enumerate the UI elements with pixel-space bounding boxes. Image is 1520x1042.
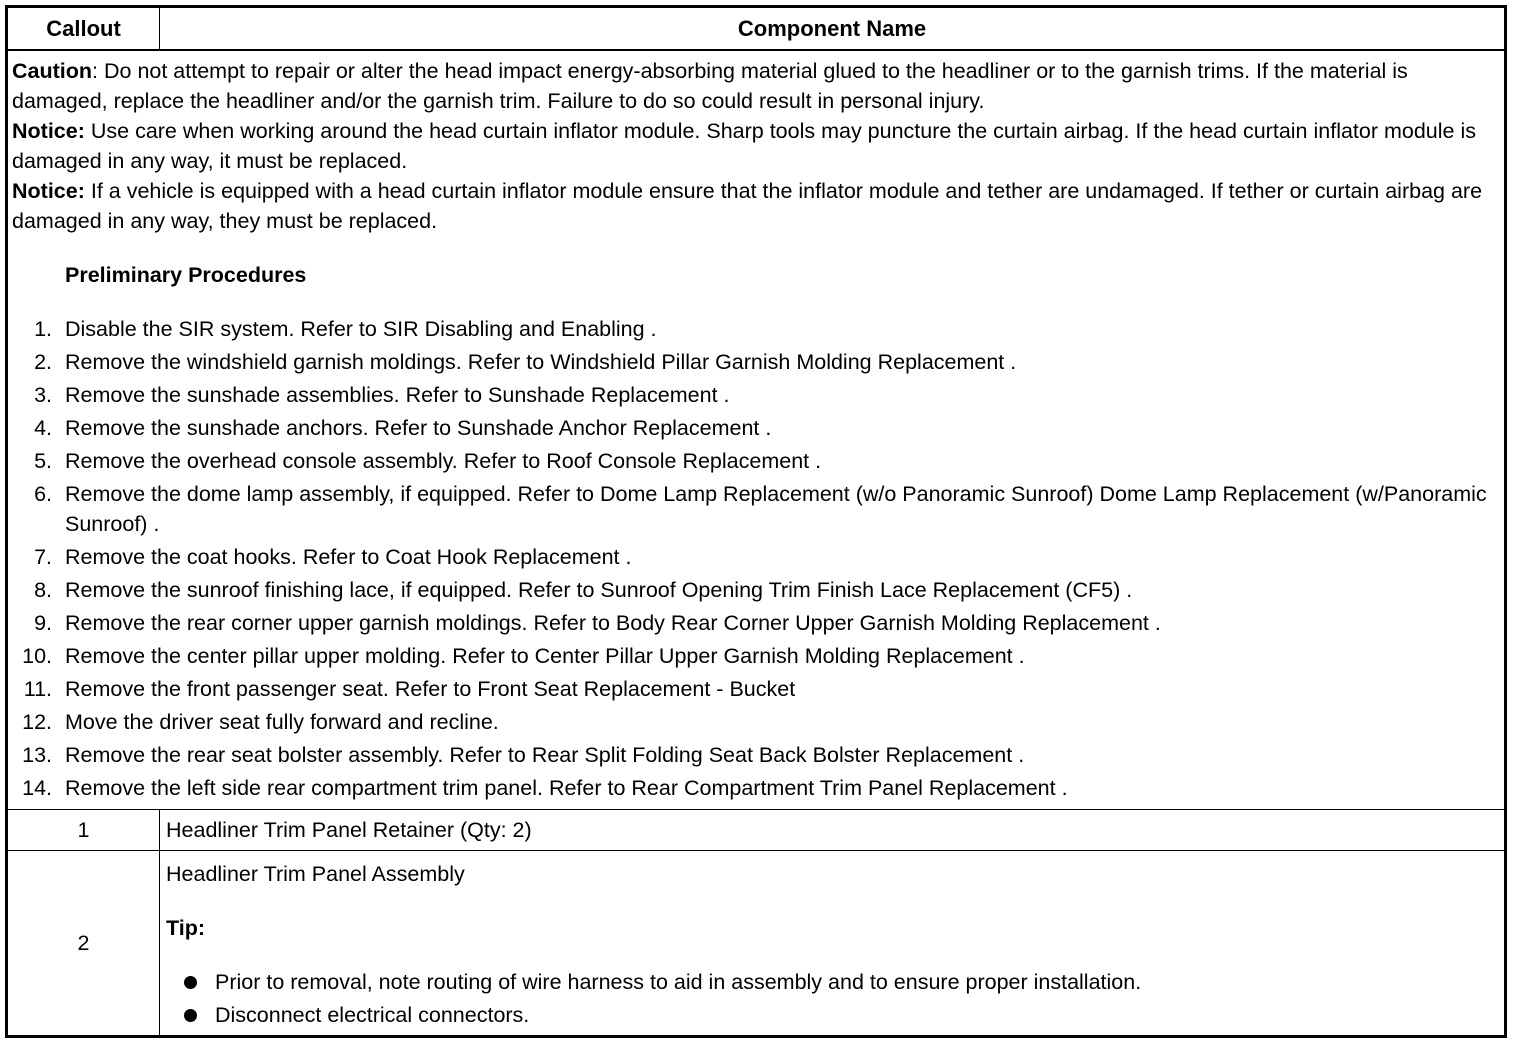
note-text: Do not attempt to repair or alter the head impact energy-absorbing material glued to the headliner or to the garnish trims. If the material is damaged, replace the headliner and/or the garnish trim. Failure to do so could result in personal injury. [12, 59, 1408, 113]
step-text: Remove the center pillar upper molding. Refer to Center Pillar Upper Garnish Molding Replacement . [65, 644, 1025, 668]
tip-item [166, 1000, 1504, 1030]
note-separator: : [92, 59, 104, 83]
step-number: 12. [22, 710, 52, 734]
notice-note [12, 116, 1500, 176]
note-text: If a vehicle is equipped with a head curtain inflator module ensure that the inflator module and tether are undamaged. If tether or curtain airbag are damaged in any way, they must be replaced. [12, 179, 1483, 233]
step-text: Remove the rear corner upper garnish moldings. Refer to Body Rear Corner Upper Garnish Molding Replacement . [65, 611, 1161, 635]
procedure-step [12, 446, 1500, 476]
step-text: Remove the left side rear compartment trim panel. Refer to Rear Compartment Trim Panel Replacement . [65, 776, 1068, 800]
step-number: 8. [34, 578, 52, 602]
notes-cell [7, 50, 1506, 810]
table-header-row [7, 7, 1506, 51]
step-number: 13. [22, 743, 52, 767]
step-number: 11. [23, 677, 52, 701]
procedure-step [12, 413, 1500, 443]
step-number: 4. [34, 416, 52, 440]
preliminary-procedures-heading: Preliminary Procedures [65, 263, 307, 287]
header-component-name: Component Name [160, 7, 1506, 51]
tip-list [166, 967, 1504, 1030]
step-text: Remove the dome lamp assembly, if equipped. Refer to Dome Lamp Replacement (w/o Panoramic Sunroof) Dome Lamp Replacement (w/Panoramic Sunroof) . [65, 482, 1487, 536]
preliminary-steps-list [12, 314, 1500, 803]
procedure-step [12, 347, 1500, 377]
step-text: Remove the rear seat bolster assembly. Refer to Rear Split Folding Seat Back Bolster Replacement . [65, 743, 1025, 767]
note-label: Notice: [12, 179, 85, 203]
note-text: Use care when working around the head curtain inflator module. Sharp tools may puncture the curtain airbag. If the head curtain inflator module is damaged in any way, it must be replaced. [12, 119, 1477, 173]
step-text: Move the driver seat fully forward and recline. [65, 710, 499, 734]
callout-number: 1 [7, 810, 160, 851]
table-row [7, 851, 1506, 1037]
procedure-step [12, 479, 1500, 539]
step-number: 9. [34, 611, 52, 635]
procedure-step [12, 542, 1500, 572]
step-number: 7. [34, 545, 52, 569]
step-number: 1. [34, 317, 52, 341]
header-callout: Callout [7, 7, 160, 51]
step-number: 3. [34, 383, 52, 407]
procedure-step [12, 641, 1500, 671]
step-text: Remove the sunshade assemblies. Refer to Sunshade Replacement . [65, 383, 730, 407]
step-text: Remove the sunshade anchors. Refer to Sunshade Anchor Replacement . [65, 416, 772, 440]
table-row [7, 810, 1506, 851]
step-number: 2. [34, 350, 52, 374]
step-text: Remove the windshield garnish moldings. Refer to Windshield Pillar Garnish Molding Replacement . [65, 350, 1017, 374]
callout-number: 2 [7, 851, 160, 1037]
procedure-step [12, 707, 1500, 737]
component-cell [160, 851, 1506, 1037]
step-text: Remove the sunroof finishing lace, if equipped. Refer to Sunroof Opening Trim Finish Lace Replacement (CF5) . [65, 578, 1133, 602]
tip-text: Prior to removal, note routing of wire harness to aid in assembly and to ensure proper installation. [215, 970, 1142, 994]
procedure-step [12, 314, 1500, 344]
bullet-icon [184, 976, 197, 989]
caution-note [12, 56, 1500, 116]
step-number: 5. [34, 449, 52, 473]
note-label: Caution [12, 59, 93, 83]
step-text: Remove the overhead console assembly. Refer to Roof Console Replacement . [65, 449, 822, 473]
procedure-step [12, 740, 1500, 770]
procedure-step [12, 608, 1500, 638]
tip-text: Disconnect electrical connectors. [215, 1003, 530, 1027]
procedure-step [12, 674, 1500, 704]
tip-item [166, 967, 1504, 997]
step-text: Remove the front passenger seat. Refer to Front Seat Replacement - Bucket [65, 677, 796, 701]
step-number: 14. [22, 776, 52, 800]
bullet-icon [184, 1009, 197, 1022]
component-name: Headliner Trim Panel Retainer (Qty: 2) [160, 810, 1506, 851]
step-text: Remove the coat hooks. Refer to Coat Hook Replacement . [65, 545, 632, 569]
procedure-step [12, 773, 1500, 803]
step-number: 10. [22, 644, 52, 668]
component-table [5, 5, 1507, 1038]
step-text: Disable the SIR system. Refer to SIR Disabling and Enabling . [65, 317, 657, 341]
procedure-step [12, 380, 1500, 410]
notice-note [12, 176, 1500, 236]
notes-row [7, 50, 1506, 810]
note-label: Notice: [12, 119, 85, 143]
component-name: Headliner Trim Panel Assembly [166, 862, 465, 886]
tip-label: Tip: [166, 916, 206, 940]
procedure-step [12, 575, 1500, 605]
step-number: 6. [34, 482, 52, 506]
